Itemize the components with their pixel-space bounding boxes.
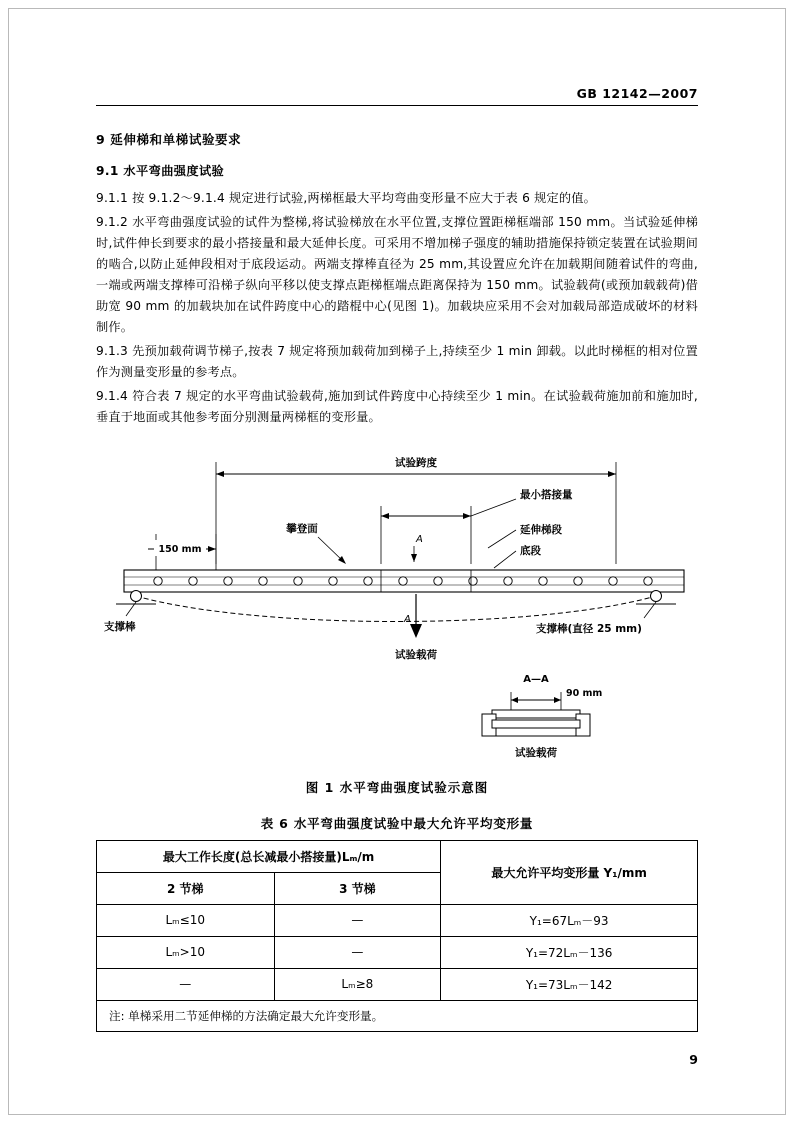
cell-r2c1: Lₘ≥8 — [274, 968, 441, 1000]
table-row — [97, 904, 698, 936]
figure-caption: 图 1 水平弯曲强度试验示意图 — [305, 779, 489, 795]
section-mark-bottom: A — [404, 613, 411, 625]
label-climb-face: 攀登面 — [286, 522, 318, 535]
standard-number: GB 12142—2007 — [576, 86, 698, 101]
label-base-section: 底段 — [520, 544, 541, 557]
label-extension-section: 延伸梯段 — [520, 523, 562, 536]
table-row — [97, 968, 698, 1000]
paragraph-9-1-2: 9.1.2 水平弯曲强度试验的试件为整梯,将试验梯放在水平位置,支撑位置距梯框端部 150 mm。当试验延伸梯时,试件伸长到要求的最小搭接量和最大延伸长度。可采用不增加梯子强度的辅助措施保持锁定装置在试验期间的啮合,以防止延伸段相对于底段运动。两端支撑棒直径为 25 mm,其设置应允许在加载期间随着试件的弯曲,一端或两端支撑棒可沿梯子纵向平移以使支撑点距梯框端点距离保持为 150 mm。试验载荷(或预加载载荷)借助宽 90 mm 的加载块加在试件跨度中心的踏棍中心(见图 1)。加载块应采用不会对加载局部造成破坏的材料制作。 — [96, 214, 698, 334]
header-max-working-length: 最大工作长度(总长减最小搭接量)Lₘ/m — [97, 840, 441, 872]
label-dim-150: 150 mm — [158, 543, 202, 555]
detail-title: A—A — [523, 673, 549, 685]
paragraph-9-1-1: 9.1.1 按 9.1.2～9.1.4 规定进行试验,两梯框最大平均弯曲变形量不应大于表 6 规定的值。 — [96, 191, 597, 205]
label-support-bar-left: 支撑棒 — [104, 620, 136, 633]
cell-r1c0: Lₘ>10 — [97, 936, 275, 968]
paragraph-9-1-3: 9.1.3 先预加载荷调节梯子,按表 7 规定将预加载荷加到梯子上,持续至少 1 min 卸载。以此时梯框的相对位置作为测量变形量的参考点。 — [96, 343, 698, 379]
page-header — [96, 86, 698, 105]
subheader-three-section: 3 节梯 — [274, 872, 441, 904]
cell-r1c2: Y₁=72Lₘ－136 — [441, 936, 698, 968]
table-header-row-1 — [97, 840, 698, 872]
ladder-test-diagram — [96, 444, 698, 774]
page-number: 9 — [689, 1052, 698, 1067]
table-note: 注: 单梯采用二节延伸梯的方法确定最大允许变形量。 — [97, 1000, 698, 1031]
table-row — [97, 936, 698, 968]
label-test-load: 试验载荷 — [395, 648, 437, 661]
header-max-deflection: 最大允许平均变形量 Y₁/mm — [441, 840, 698, 904]
label-min-overlap: 最小搭接量 — [520, 488, 573, 501]
cell-r2c2: Y₁=73Lₘ－142 — [441, 968, 698, 1000]
paragraph-9-1-4: 9.1.4 符合表 7 规定的水平弯曲试验载荷,施加到试件跨度中心持续至少 1 min。在试验载荷施加前和施加时,垂直于地面或其他参考面分别测量两梯框的变形量。 — [96, 388, 698, 424]
page-content — [96, 86, 698, 1032]
detail-label-test-load: 试验载荷 — [515, 746, 557, 759]
figure-1 — [96, 444, 698, 774]
cell-r0c2: Y₁=67Lₘ－93 — [441, 904, 698, 936]
table-caption: 表 6 水平弯曲强度试验中最大允许平均变形量 — [260, 815, 534, 831]
section-heading: 9 延伸梯和单梯试验要求 — [96, 132, 242, 147]
detail-dim-90: 90 mm — [566, 687, 603, 699]
subsection-heading: 9.1 水平弯曲强度试验 — [96, 164, 225, 178]
cell-r0c1: — — [274, 904, 441, 936]
deflection-table — [96, 840, 698, 1032]
section-mark-top: A — [416, 533, 423, 545]
header-rule — [96, 105, 698, 106]
label-support-bar-right: 支撑棒(直径 25 mm) — [536, 622, 642, 635]
label-span: 试验跨度 — [395, 456, 437, 469]
cell-r2c0: — — [97, 968, 275, 1000]
subheader-two-section: 2 节梯 — [97, 872, 275, 904]
table-note-row — [97, 1000, 698, 1031]
cell-r1c1: — — [274, 936, 441, 968]
cell-r0c0: Lₘ≤10 — [97, 904, 275, 936]
